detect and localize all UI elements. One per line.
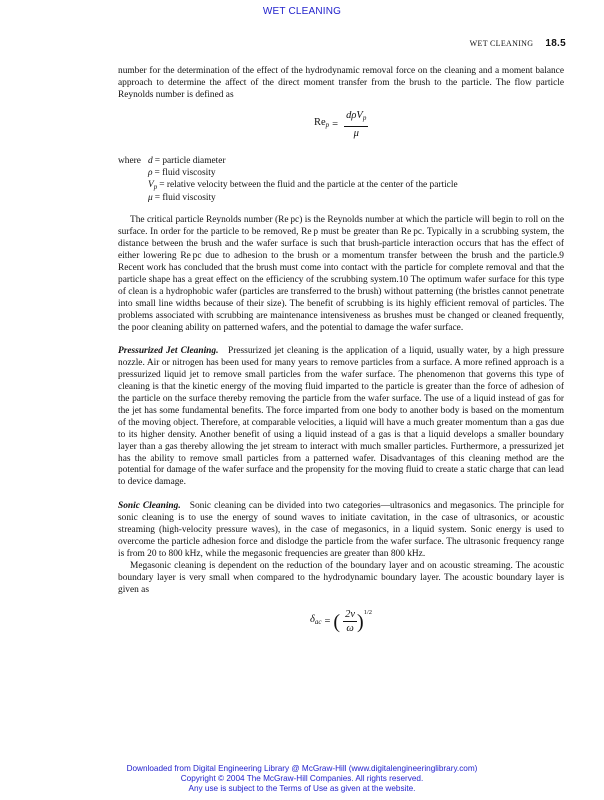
copyright-footer xyxy=(0,764,604,794)
top-banner: WET CLEANING xyxy=(262,6,342,17)
definition-row: $V_p$ = relative velocity between the fluid and the particle at the center of the particle xyxy=(148,179,458,191)
pressurized-jet-section: Pressurized Jet Cleaning. Pressurized jet cleaning is the application of a liquid, usually water, by a high pressure nozzle. Air or nitrogen has been used for many years to remove particles from a surface. A more refined approach is a pressurized liquid jet to remove small particles from the wafer surface. The phenomenon that governs this type of cleaning is that the kinetic energy of the moving fluid imparted to the particle is greater than the force of adhesion of the particle on the surface thereby removing the particle from the wafer surface. The use of a liquid instead of gas for the jet has some fundamental benefits. The force imparted from one body to another body is based on the momentum of the moving object. Therefore, at comparable velocities, a liquid will have a much greater momentum than a gas due to its higher density. Another benefit of using a liquid instead of a gas is that a liquid develops a smaller boundary layer than a gas thereby allowing the jet stream to interact with much smaller particles. Furthermore, a pressurized jet has the ability to remove small particles from a patterned wafer. Disadvantages of this cleaning method are the potential for damage of the wafer surface and the propensity for the moving fluid to create a static charge that can lead to device damage. xyxy=(118,346,565,488)
definition-row: μ = fluid viscosity xyxy=(148,193,216,204)
page-body xyxy=(118,66,564,643)
running-head-title: WET CLEANING xyxy=(469,39,534,48)
eq1-lhs: $Re_p$ xyxy=(314,117,330,130)
eq2-fraction: $\frac{2\nu}{\omega}$ xyxy=(345,608,356,635)
footer-copyright: Copyright © 2004 The McGraw-Hill Companies. All rights reserved. xyxy=(180,774,424,783)
eq2-lhs: $\delta_{ac}$ xyxy=(310,614,322,627)
sonic-cleaning-section: Sonic Cleaning. Sonic cleaning can be divided into two categories—ultrasonics and megasonics. The principle for sonic cleaning is to use the energy of sound waves to initiate cavitation, in the case of ultrasonics, or acoustic streaming (high-velocity pressure waves), in the case of megasonics, in a liquid system. Sonic energy is used to overcome the particle adhesion force and dislodge the particle from the wafer surface. The ultrasonic frequency range is from 20 to 800 kHz, while the megasonic frequencies are greater than 800 kHz. xyxy=(118,501,564,559)
definition-row: where d = particle diameter xyxy=(118,155,226,166)
megasonic-paragraph: Megasonic cleaning is dependent on the reduction of the boundary layer and on acoustic streaming. The acoustic boundary layer is very small when compared to the hydrodynamic boundary layer. The acoustic boundary layer is given as xyxy=(118,560,564,595)
variable-definitions xyxy=(118,156,564,206)
eq1-fraction: $\frac{d\rho V_p}{\mu}$ xyxy=(346,109,367,139)
running-head xyxy=(470,38,566,49)
eq2-power: 1/2 xyxy=(363,608,372,616)
critical-reynolds-paragraph: The critical particle Reynolds number (Re pc) is the Reynolds number at which the particle will begin to roll on the surface. In order for the particle to be removed, Re p must be greater than Re pc. Typically in a scrubbing system, the distance between the brush and the wafer surface is such that brush-particle interaction occurs that has the effect of either lowering Re pc due to adhesion to the brush or a momentum transfer between the brush and the particle.9 Recent work has concluded that the brush must come into contact with the particle for complete removal and that the particle shape has a great effect on the efficiency of the scrubbing system.10 The optimum wafer surface for this type of clean is a hydrophobic wafer (particles are transferred to the brush) without patterning (the bristles cannot penetrate into small line widths because of their size). The benefit of scrubbing is its highly efficient removal of particles. The problems associated with scrubbing are maintenance intensiveness as brushes must be changed or cleaned frequently, the poor cleaning ability on patterned wafers, and the potential to damage the wafer surface. xyxy=(118,215,564,333)
footer-download-link[interactable]: Downloaded from Digital Engineering Library @ McGraw-Hill (www.digitalengineeringlibrary.com) xyxy=(126,764,478,773)
page-number: 18.5 xyxy=(545,38,566,49)
footer-terms: Any use is subject to the Terms of Use as given at the website. xyxy=(188,784,416,793)
definition-row: ρ = fluid viscosity xyxy=(148,167,216,178)
intro-paragraph: number for the determination of the effect of the hydrodynamic removal force on the cleaning and a moment balance approach to determine the affect of the direct moment transfer from the brush to the particle. The flow particle Reynolds number is defined as xyxy=(118,66,564,100)
reynolds-equation: $Re_p$ = $\frac{d\rho V_p}{\mu}$ xyxy=(314,109,367,139)
section-heading: Sonic Cleaning. xyxy=(118,501,181,512)
section-heading: Pressurized Jet Cleaning. xyxy=(118,346,219,357)
acoustic-boundary-equation: $\delta_{ac}$ = ( $\frac{2\nu}{\omega}$ ) 1/2 xyxy=(310,608,372,635)
